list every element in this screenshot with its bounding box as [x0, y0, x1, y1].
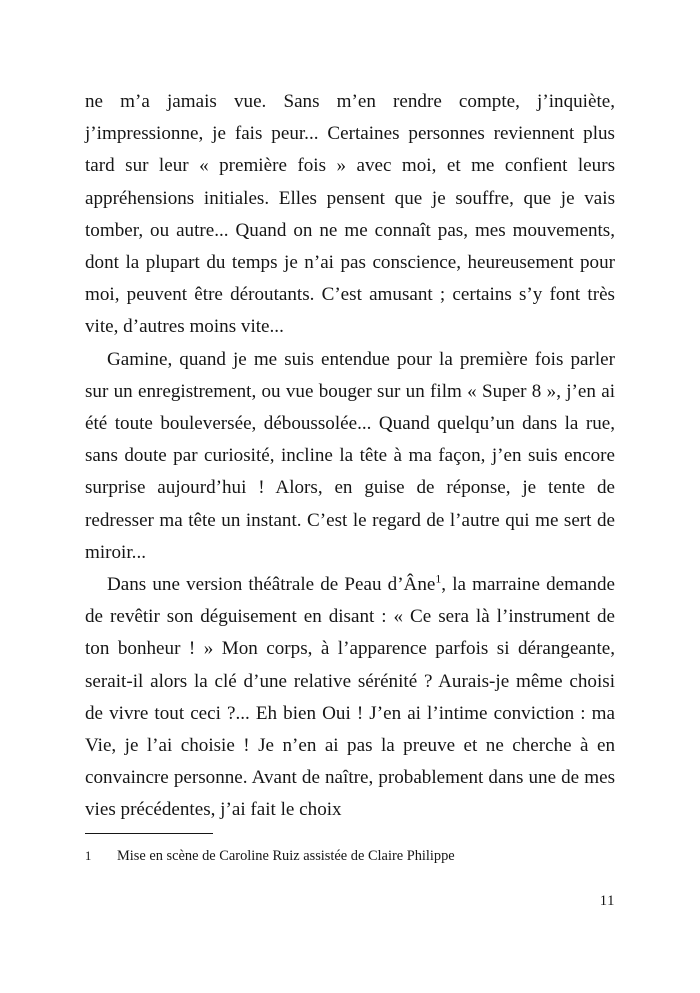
paragraph-3-part-1: Dans une version théâtrale de Peau d’Âne [107, 574, 436, 596]
footnote-text: Mise en scène de Caroline Ruiz assistée de Claire Philippe [117, 848, 455, 864]
paragraph-3-part-2: , la marraine demande de revêtir son déguisement en disant : « Ce sera là l’instrument de ton bonheur ! » Mon corps, à l’apparence parfois si dérangeante, serait-il alors la clé d’une relative sérénité ? Aurais-je même choisi de vivre tout ceci ?... Eh bien Oui ! J’en ai l’intime conviction : ma Vie, je l’ai choisie ! Je n’en ai pas la preuve et ne cherche à en convaincre personne. Avant de naître, probablement dans une de mes vies précédentes, j’ai fait le choix [85, 574, 615, 821]
paragraph-1: ne m’a jamais vue. Sans m’en rendre compte, j’inquiète, j’impressionne, je fais peur... Certaines personnes reviennent plus tard sur leur « première fois » avec moi, et me confient leurs appréhensions initiales. Elles pensent que je souffre, que je vais tomber, ou autre... Quand on ne me connaît pas, mes mouvements, dont la plupart du temps je n’ai pas conscience, heureusement pour moi, peuvent être déroutants. C’est amusant ; certains s’y font très vite, d’autres moins vite... [85, 91, 615, 338]
footnote-number: 1 [85, 849, 92, 863]
footnote-separator-rule [85, 833, 213, 834]
footnote-reference-marker[interactable]: 1 [435, 571, 442, 586]
paragraph-3 [85, 569, 615, 827]
paragraph-2: Gamine, quand je me suis entendue pour la première fois parler sur un enregistrement, ou vue bouger sur un film « Super 8 », j’en ai été toute bouleversée, déboussolée... Quand quelqu’un dans la rue, sans doute par curiosité, incline la tête à ma façon, j’en suis encore surprise aujourd’hui ! Alors, en guise de réponse, je tente de redresser ma tête un instant. C’est le regard de l’autre qui me sert de miroir... [85, 348, 615, 563]
page-number: 11 [599, 893, 615, 909]
body-text-block [85, 86, 615, 827]
footnote-item [85, 846, 615, 866]
footnote-area [85, 833, 615, 866]
